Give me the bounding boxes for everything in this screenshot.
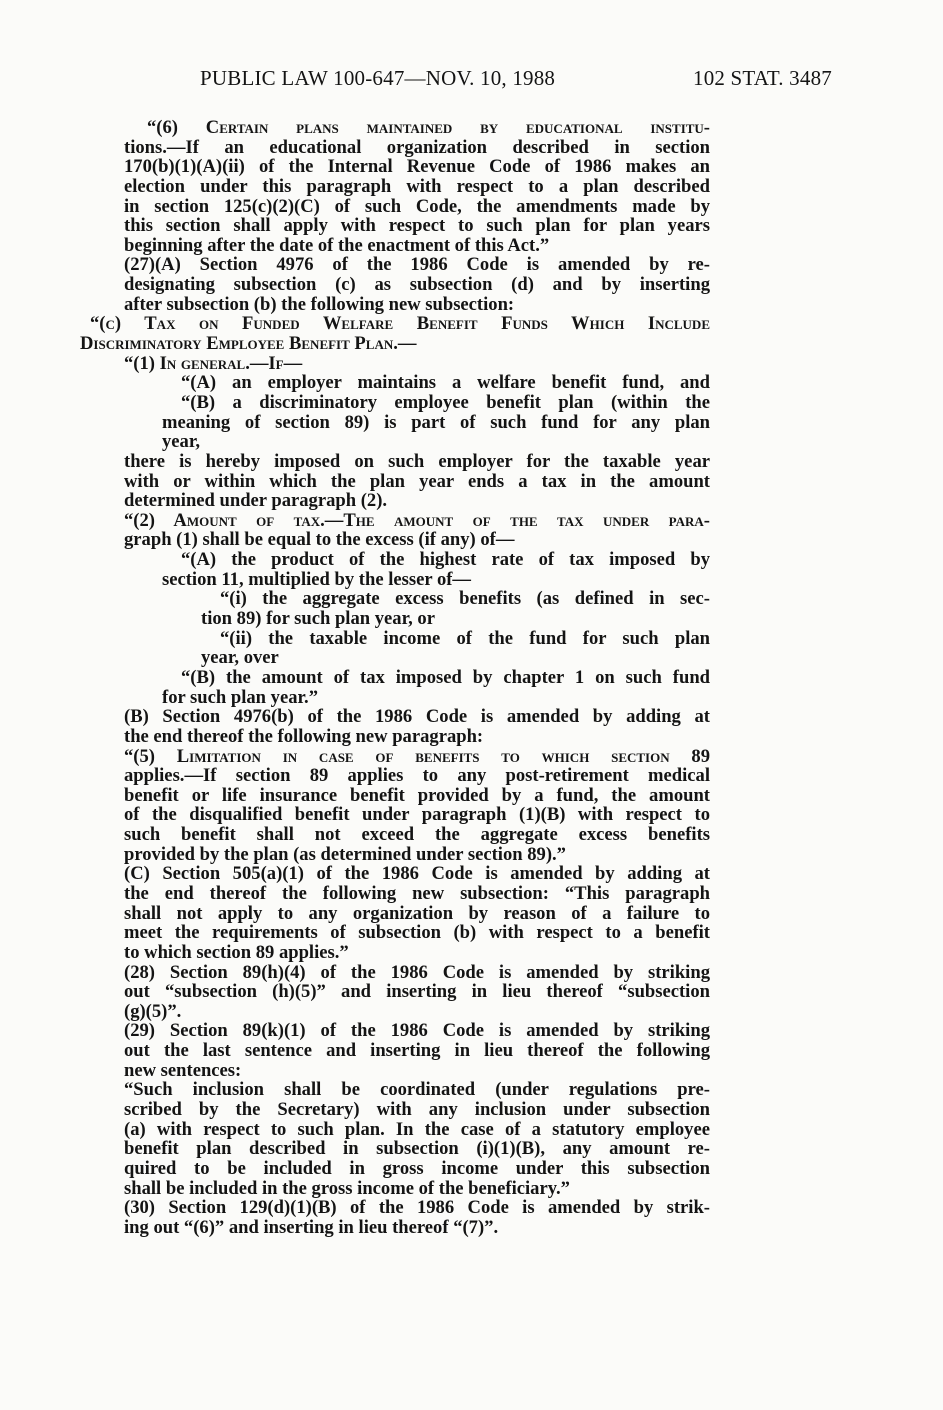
text-line: “(i) the aggregate excess benefits (as defined in sec-	[220, 589, 710, 610]
text-line: Discriminatory Employee Benefit Plan.—	[80, 333, 417, 355]
text-line: benefit plan described in subsection (i)(1)(B), any amount re-	[124, 1139, 710, 1159]
text-line: out the last sentence and inserting in lieu thereof the following	[124, 1041, 710, 1061]
text-line: “(6) Certain plans maintained by educational institu-	[147, 118, 710, 138]
text-line: year, over	[201, 647, 279, 669]
text-line: ing out “(6)” and inserting in lieu thereof “(7)”.	[124, 1216, 499, 1238]
text-line: “(5) Limitation in case of benefits to which section 89	[124, 746, 710, 767]
text-line: to which section 89 applies.”	[124, 941, 349, 963]
text-line: quired to be included in gross income under this subsection	[124, 1158, 710, 1179]
text-line: (g)(5)”.	[124, 1000, 182, 1022]
text-line: this section shall apply with respect to such plan for plan years	[124, 216, 710, 236]
text-line: (28) Section 89(h)(4) of the 1986 Code is amended by striking	[124, 962, 710, 983]
text-line: beginning after the date of the enactment of this Act.”	[124, 234, 550, 256]
text-line: scribed by the Secretary) with any inclusion under subsection	[124, 1100, 710, 1120]
text-line: “(1) In general.—If—	[124, 352, 303, 374]
text-line: (a) with respect to such plan. In the case of a statutory employee	[124, 1119, 710, 1140]
text-line: tion 89) for such plan year, or	[201, 608, 435, 630]
text-line: provided by the plan (as determined under section 89).”	[124, 843, 566, 865]
text-line: graph (1) shall be equal to the excess (if any) of—	[124, 529, 515, 551]
text-line: year,	[162, 431, 201, 453]
text-line: “(A) an employer maintains a welfare benefit fund, and	[181, 373, 710, 393]
text-line: 170(b)(1)(A)(ii) of the Internal Revenue Code of 1986 makes an	[124, 157, 710, 177]
text-line: (30) Section 129(d)(1)(B) of the 1986 Code is amended by strik-	[124, 1198, 710, 1218]
text-line: “(2) Amount of tax.—The amount of the tax under para-	[124, 510, 710, 531]
text-line: meet the requirements of subsection (b) with respect to a benefit	[124, 923, 710, 943]
text-line: (29) Section 89(k)(1) of the 1986 Code is amended by striking	[124, 1021, 710, 1042]
text-line: applies.—If section 89 applies to any post-retirement medical	[124, 766, 710, 786]
text-line: meaning of section 89) is part of such fund for any plan	[162, 412, 710, 433]
text-line: “Such inclusion shall be coordinated (under regulations pre-	[124, 1080, 710, 1101]
text-line: (B) Section 4976(b) of the 1986 Code is amended by adding at	[124, 707, 710, 727]
text-line: “(ii) the taxable income of the fund for such plan	[220, 628, 710, 649]
text-line: (27)(A) Section 4976 of the 1986 Code is amended by re-	[124, 255, 710, 276]
text-line: the end thereof the following new paragraph:	[124, 725, 484, 747]
text-line: new sentences:	[124, 1059, 242, 1081]
text-line: “(A) the product of the highest rate of tax imposed by	[181, 550, 710, 570]
text-line: election under this paragraph with respect to a plan described	[124, 176, 710, 197]
text-line: such benefit shall not exceed the aggregate excess benefits	[124, 825, 710, 845]
header-stat-page: 102 STAT. 3487	[693, 66, 832, 90]
header-public-law: PUBLIC LAW 100-647—NOV. 10, 1988	[200, 66, 556, 90]
statute-text	[80, 118, 710, 1238]
text-line: with or within which the plan year ends a tax in the amount	[124, 471, 710, 492]
running-header	[0, 66, 943, 96]
text-line: in section 125(c)(2)(C) of such Code, the amendments made by	[124, 196, 710, 217]
text-line: of the disqualified benefit under paragraph (1)(B) with respect to	[124, 805, 710, 826]
text-line: benefit or life insurance benefit provided by a fund, the amount	[124, 785, 710, 806]
text-line: there is hereby imposed on such employer for the taxable year	[124, 451, 710, 472]
text-line: designating subsection (c) as subsection (d) and by inserting	[124, 275, 710, 295]
text-line: section 11, multiplied by the lesser of—	[162, 568, 472, 590]
text-line: for such plan year.”	[162, 686, 319, 708]
text-line: shall not apply to any organization by reason of a failure to	[124, 903, 710, 924]
text-line: (C) Section 505(a)(1) of the 1986 Code is amended by adding at	[124, 864, 710, 884]
text-line: the end thereof the following new subsection: “This paragraph	[124, 883, 710, 904]
text-line: “(c) Tax on Funded Welfare Benefit Funds Which Include	[90, 314, 710, 335]
text-line: out “subsection (h)(5)” and inserting in lieu thereof “subsection	[124, 982, 710, 1002]
text-line: “(B) the amount of tax imposed by chapter 1 on such fund	[181, 667, 710, 688]
text-line: determined under paragraph (2).	[124, 490, 388, 512]
text-line: after subsection (b) the following new subsection:	[124, 293, 515, 315]
text-line: “(B) a discriminatory employee benefit plan (within the	[181, 392, 710, 413]
text-line: tions.—If an educational organization described in section	[124, 137, 710, 158]
text-line: shall be included in the gross income of the beneficiary.”	[124, 1177, 570, 1199]
